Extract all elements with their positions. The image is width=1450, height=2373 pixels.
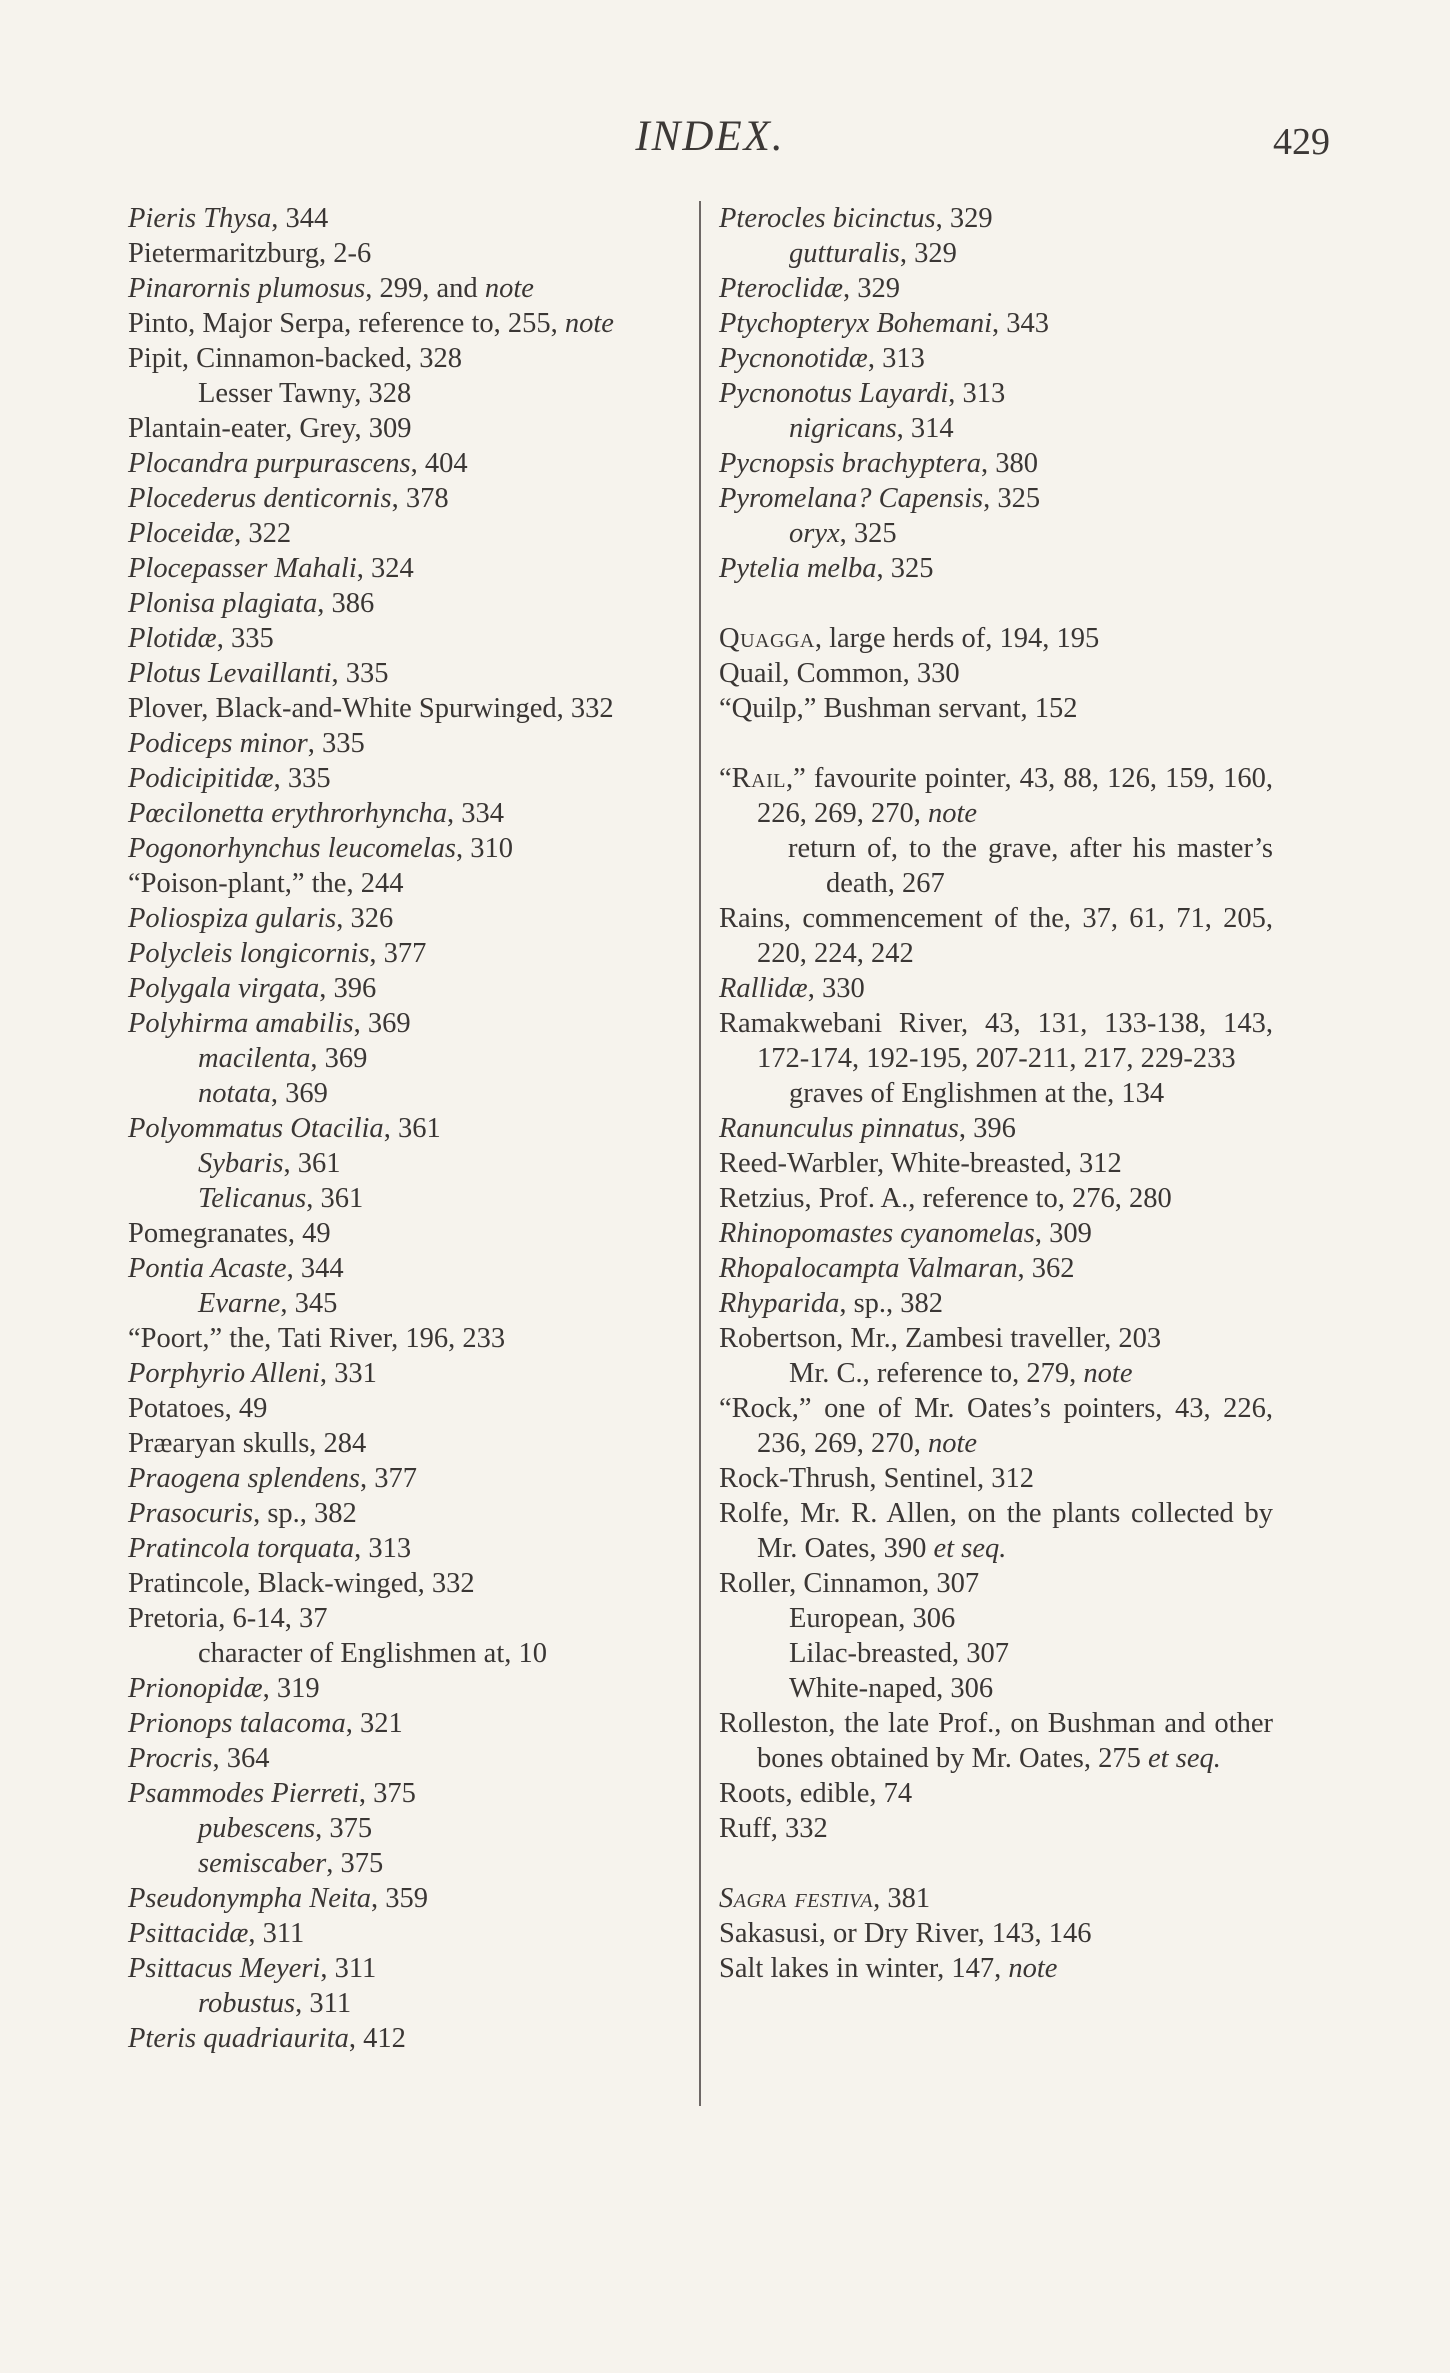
index-subentry: robustus, 311 xyxy=(198,1988,352,2019)
index-subentry: oryx, 325 xyxy=(789,518,897,549)
index-entry: “Rock,” one of Mr. Oates’s pointers, 43, 226, 236, 269, 270, note xyxy=(719,1393,1273,1459)
index-entry: Rolfe, Mr. R. Allen, on the plants collected by Mr. Oates, 390 et seq. xyxy=(719,1498,1273,1564)
index-entry: Podiceps minor, 335 xyxy=(128,728,365,759)
index-entry: Præaryan skulls, 284 xyxy=(128,1428,367,1459)
index-entry: “Poort,” the, Tati River, 196, 233 xyxy=(128,1323,506,1354)
index-entry: Rolleston, the late Prof., on Bushman and other bones obtained by Mr. Oates, 275 et seq. xyxy=(719,1708,1273,1774)
index-entry: Retzius, Prof. A., reference to, 276, 280 xyxy=(719,1183,1172,1214)
index-subentry: Evarne, 345 xyxy=(198,1288,338,1319)
index-entry: Ramakwebani River, 43, 131, 133-138, 143, 172-174, 192-195, 207-211, 217, 229-233 xyxy=(719,1008,1273,1074)
index-subentry: Telicanus, 361 xyxy=(198,1183,364,1214)
index-entry: Pycnopsis brachyptera, 380 xyxy=(719,448,1038,479)
page-title: INDEX. xyxy=(635,113,785,160)
index-entry: Porphyrio Alleni, 331 xyxy=(128,1358,377,1389)
index-entry: Roller, Cinnamon, 307 xyxy=(719,1568,980,1599)
index-entry: Pogonorhynchus leucomelas, 310 xyxy=(128,833,513,864)
index-entry: Plonisa plagiata, 386 xyxy=(128,588,375,619)
index-entry: Pretoria, 6-14, 37 xyxy=(128,1603,328,1634)
index-entry: Pycnonotidæ, 313 xyxy=(719,343,925,374)
index-entry: Polyhirma amabilis, 369 xyxy=(128,1008,411,1039)
index-entry: Quail, Common, 330 xyxy=(719,658,960,689)
index-subentry: Lesser Tawny, 328 xyxy=(198,378,412,409)
index-column-left xyxy=(128,201,688,2056)
index-entry: Prionops talacoma, 321 xyxy=(128,1708,403,1739)
index-entry: Sakasusi, or Dry River, 143, 146 xyxy=(719,1918,1092,1949)
index-entry: Rock-Thrush, Sentinel, 312 xyxy=(719,1463,1035,1494)
index-entry: Psittacus Meyeri, 311 xyxy=(128,1953,377,1984)
index-subentry: European, 306 xyxy=(789,1603,956,1634)
index-entry: “Rail,” favourite pointer, 43, 88, 126, 159, 160, 226, 269, 270, note xyxy=(719,763,1273,829)
index-entry: Plotus Levaillanti, 335 xyxy=(128,658,389,689)
index-entry: Psammodes Pierreti, 375 xyxy=(128,1778,416,1809)
index-entry: Polycleis longicornis, 377 xyxy=(128,938,427,969)
index-entry: Procris, 364 xyxy=(128,1743,270,1774)
index-entry: Psittacidæ, 311 xyxy=(128,1918,305,1949)
index-subentry: semiscaber, 375 xyxy=(198,1848,384,1879)
index-entry: Pteris quadriaurita, 412 xyxy=(128,2023,406,2054)
index-entry: Rains, commencement of the, 37, 61, 71, 205, 220, 224, 242 xyxy=(719,903,1273,969)
section-gap xyxy=(719,586,1273,621)
index-subentry: pubescens, 375 xyxy=(198,1813,373,1844)
index-subentry: White-naped, 306 xyxy=(789,1673,994,1704)
index-entry: Prionopidæ, 319 xyxy=(128,1673,320,1704)
index-subentry: notata, 369 xyxy=(198,1078,328,1109)
index-subentry: Sybaris, 361 xyxy=(198,1148,341,1179)
index-column-right xyxy=(719,201,1273,1986)
index-entry: Sagra festiva, 381 xyxy=(719,1883,931,1914)
index-subentry: Lilac-breasted, 307 xyxy=(789,1638,1009,1669)
index-entry: Ruff, 332 xyxy=(719,1813,828,1844)
index-entry: Rhopalocampta Valmaran, 362 xyxy=(719,1253,1075,1284)
index-entry: Quagga, large herds of, 194, 195 xyxy=(719,623,1100,654)
index-entry: Praogena splendens, 377 xyxy=(128,1463,417,1494)
index-entry: Plocederus denticornis, 378 xyxy=(128,483,449,514)
index-subentry: return of, to the grave, after his master’s death, 267 xyxy=(788,833,1273,899)
index-entry: “Quilp,” Bushman servant, 152 xyxy=(719,693,1078,724)
index-entry: “Poison-plant,” the, 244 xyxy=(128,868,404,899)
index-entry: Pyromelana? Capensis, 325 xyxy=(719,483,1041,514)
index-entry: Pietermaritzburg, 2-6 xyxy=(128,238,372,269)
section-gap xyxy=(719,726,1273,761)
index-subentry: character of Englishmen at, 10 xyxy=(198,1638,547,1669)
index-entry: Plantain-eater, Grey, 309 xyxy=(128,413,412,444)
column-divider xyxy=(699,201,701,2106)
index-subentry: graves of Englishmen at the, 134 xyxy=(789,1078,1165,1109)
index-entry: Rallidæ, 330 xyxy=(719,973,865,1004)
index-subentry: nigricans, 314 xyxy=(789,413,954,444)
index-entry: Pycnonotus Layardi, 313 xyxy=(719,378,1006,409)
index-entry: Polygala virgata, 396 xyxy=(128,973,377,1004)
page-number: 429 xyxy=(1273,121,1330,163)
section-gap xyxy=(719,1846,1273,1881)
index-entry: Roots, edible, 74 xyxy=(719,1778,913,1809)
index-entry: Potatoes, 49 xyxy=(128,1393,268,1424)
index-entry: Podicipitidæ, 335 xyxy=(128,763,331,794)
index-entry: Pterocles bicinctus, 329 xyxy=(719,203,993,234)
index-entry: Reed-Warbler, White-breasted, 312 xyxy=(719,1148,1122,1179)
index-entry: Pinto, Major Serpa, reference to, 255, note xyxy=(128,308,614,339)
index-entry: Salt lakes in winter, 147, note xyxy=(719,1953,1058,1984)
index-entry: Pinarornis plumosus, 299, and note xyxy=(128,273,534,304)
index-entry: Rhinopomastes cyanomelas, 309 xyxy=(719,1218,1092,1249)
index-entry: Pratincola torquata, 313 xyxy=(128,1533,412,1564)
index-entry: Pontia Acaste, 344 xyxy=(128,1253,344,1284)
index-entry: Polyommatus Otacilia, 361 xyxy=(128,1113,441,1144)
index-entry: Plocepasser Mahali, 324 xyxy=(128,553,414,584)
index-entry: Pœcilonetta erythrorhyncha, 334 xyxy=(128,798,504,829)
index-entry: Prasocuris, sp., 382 xyxy=(128,1498,357,1529)
index-entry: Robertson, Mr., Zambesi traveller, 203 xyxy=(719,1323,1162,1354)
index-entry: Poliospiza gularis, 326 xyxy=(128,903,394,934)
index-entry: Pytelia melba, 325 xyxy=(719,553,934,584)
index-entry: Pomegranates, 49 xyxy=(128,1218,331,1249)
index-entry: Plotidæ, 335 xyxy=(128,623,274,654)
index-entry: Ploceidæ, 322 xyxy=(128,518,292,549)
index-subentry: gutturalis, 329 xyxy=(789,238,957,269)
index-subentry: macilenta, 369 xyxy=(198,1043,368,1074)
index-entry: Pratincole, Black-winged, 332 xyxy=(128,1568,475,1599)
index-entry: Pseudonympha Neita, 359 xyxy=(128,1883,429,1914)
index-subentry: Mr. C., reference to, 279, note xyxy=(789,1358,1133,1389)
index-entry: Rhyparida, sp., 382 xyxy=(719,1288,944,1319)
index-entry: Pieris Thysa, 344 xyxy=(128,203,329,234)
index-entry: Pipit, Cinnamon-backed, 328 xyxy=(128,343,463,374)
index-entry: Ranunculus pinnatus, 396 xyxy=(719,1113,1016,1144)
index-entry: Plocandra purpurascens, 404 xyxy=(128,448,468,479)
index-entry: Plover, Black-and-White Spurwinged, 332 xyxy=(128,693,614,724)
index-entry: Pteroclidæ, 329 xyxy=(719,273,901,304)
index-entry: Ptychopteryx Bohemani, 343 xyxy=(719,308,1050,339)
